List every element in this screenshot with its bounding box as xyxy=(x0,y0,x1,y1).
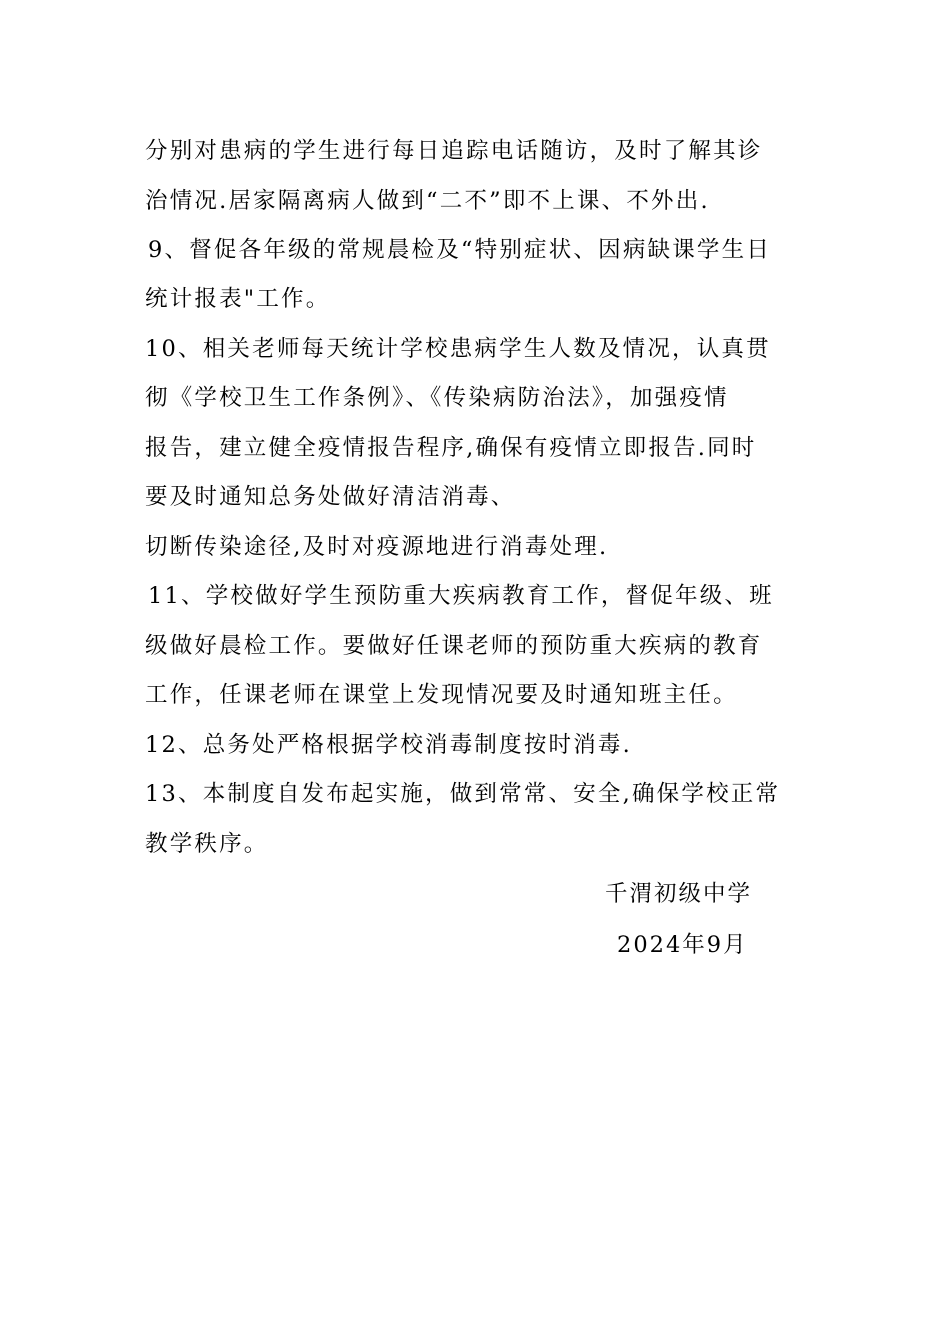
text-line-2: 治情况.居家隔离病人做到“二不”即不上课、不外出. xyxy=(145,188,710,214)
text-line-5: 10、相关老师每天统计学校患病学生人数及情况，认真贯 xyxy=(145,336,771,362)
text-line-8: 要及时通知总务处做好清洁消毒、 xyxy=(145,484,516,510)
text-line-10: 11、学校做好学生预防重大疾病教育工作，督促年级、班 xyxy=(148,583,774,609)
text-line-14: 13、本制度自发布起实施，做到常常、安全,确保学校正常 xyxy=(145,781,781,807)
text-line-11: 级做好晨检工作。要做好任课老师的预防重大疾病的教育 xyxy=(145,633,763,659)
text-line-13: 12、总务处严格根据学校消毒制度按时消毒. xyxy=(145,732,632,758)
signature-date: 2024年9月 xyxy=(617,932,748,958)
text-line-4: 统计报表"工作。 xyxy=(145,286,331,312)
text-line-7: 报告，建立健全疫情报告程序,确保有疫情立即报告.同时 xyxy=(145,435,757,461)
signature-organization: 千渭初级中学 xyxy=(605,881,753,907)
text-line-15: 教学秩序。 xyxy=(145,831,269,857)
text-line-6: 彻《学校卫生工作条例》、《传染病防治法》，加强疫情 xyxy=(145,385,729,411)
text-line-1: 分别对患病的学生进行每日追踪电话随访，及时了解其诊 xyxy=(145,138,763,164)
text-line-12: 工作，任课老师在课堂上发现情况要及时通知班主任。 xyxy=(145,682,738,708)
text-line-3: 9、督促各年级的常规晨检及“特别症状、因病缺课学生日 xyxy=(148,237,772,263)
text-line-9: 切断传染途径,及时对疫源地进行消毒处理. xyxy=(145,534,609,560)
